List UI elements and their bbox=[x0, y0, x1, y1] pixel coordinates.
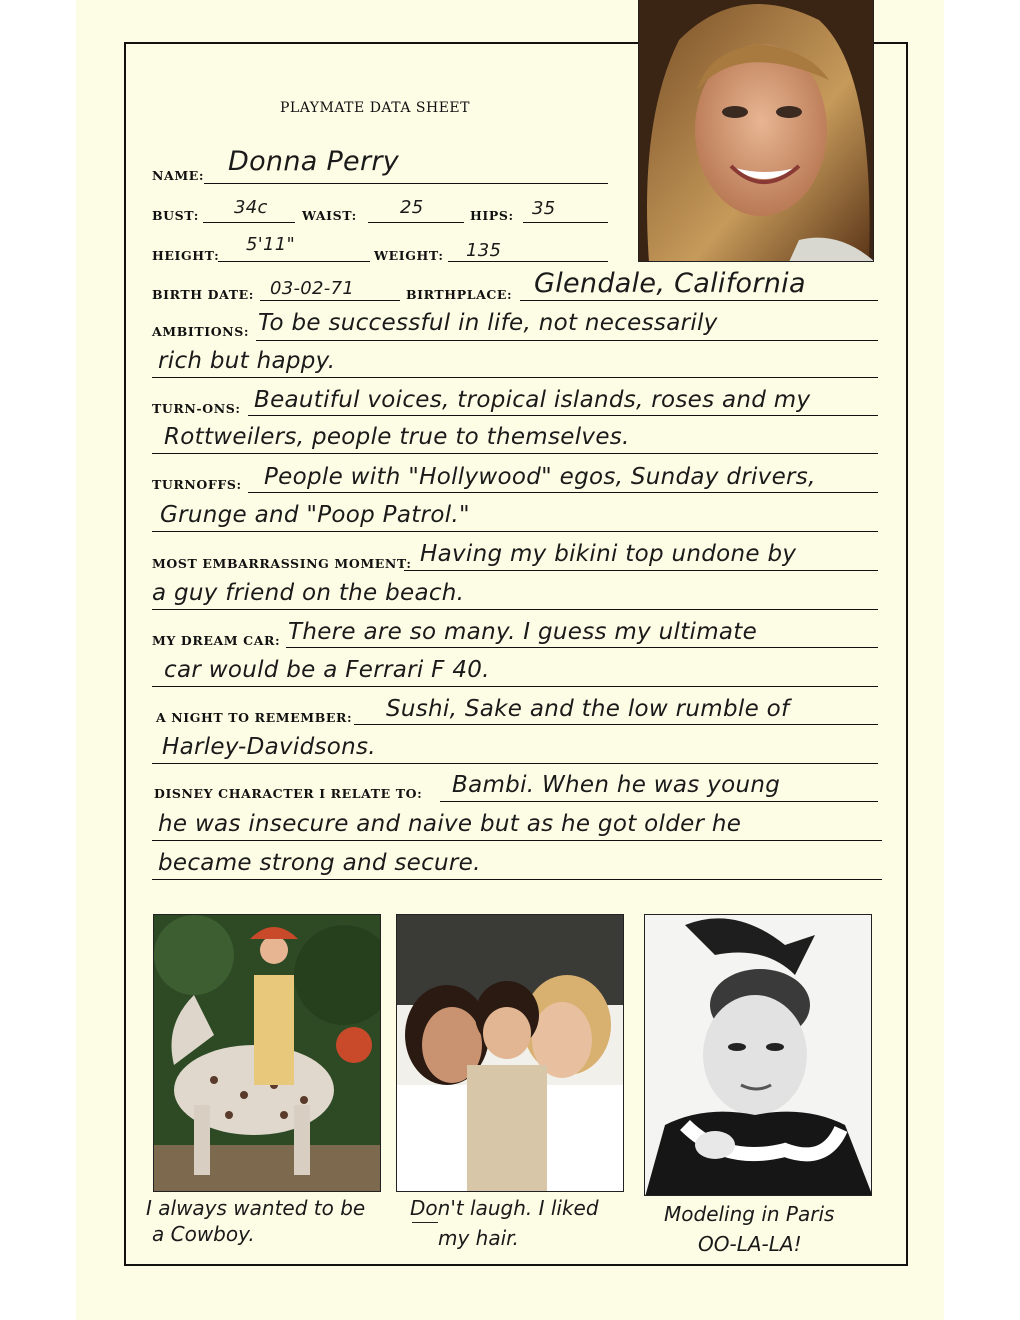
birth-date-label: BIRTH DATE: bbox=[152, 287, 254, 302]
paris-caption-1: Modeling in Paris bbox=[664, 1202, 835, 1226]
hair-photo bbox=[396, 914, 624, 1192]
embarrassing-line-1 bbox=[404, 570, 878, 571]
paris-caption-2: OO-LA-LA! bbox=[698, 1232, 802, 1256]
turn-ons-text-2: Rottweilers, people true to themselves. bbox=[164, 424, 630, 450]
turnoffs-text-1: People with "Hollywood" egos, Sunday drivers, bbox=[264, 464, 816, 490]
birthplace-label: BIRTHPLACE: bbox=[406, 287, 513, 302]
paris-illustration bbox=[645, 915, 872, 1196]
disney-line-2 bbox=[152, 840, 882, 841]
disney-text-2: he was insecure and naive but as he got older he bbox=[158, 811, 742, 837]
ambitions-text-1: To be successful in life, not necessarily bbox=[258, 310, 718, 336]
pony-caption-2: a Cowboy. bbox=[152, 1222, 255, 1246]
dont-underline bbox=[412, 1222, 438, 1223]
weight-value: 135 bbox=[466, 240, 502, 261]
family-illustration bbox=[397, 915, 624, 1192]
dream-car-label: MY DREAM CAR: bbox=[152, 633, 281, 648]
turnoffs-label: TURNOFFS: bbox=[152, 477, 242, 492]
portrait-illustration bbox=[639, 0, 874, 262]
ambitions-line-1 bbox=[256, 340, 878, 341]
sheet-title: PLAYMATE DATA SHEET bbox=[280, 100, 470, 116]
height-line bbox=[218, 261, 370, 262]
night-label: A NIGHT TO REMEMBER: bbox=[156, 710, 353, 725]
disney-text-1: Bambi. When he was young bbox=[452, 772, 781, 798]
embarrassing-line-2 bbox=[152, 609, 878, 610]
ambitions-line-2 bbox=[152, 377, 878, 378]
portrait-photo bbox=[638, 0, 874, 262]
dream-car-line-1 bbox=[286, 647, 878, 648]
hips-value: 35 bbox=[532, 198, 556, 219]
bust-value: 34c bbox=[234, 197, 268, 218]
hair-caption-1: Don't laugh. I liked bbox=[410, 1196, 599, 1220]
ambitions-label: AMBITIONS: bbox=[152, 324, 250, 339]
night-text-1: Sushi, Sake and the low rumble of bbox=[386, 696, 790, 722]
bust-line bbox=[203, 222, 295, 223]
paris-photo bbox=[644, 914, 872, 1196]
turnoffs-line-2 bbox=[152, 531, 878, 532]
disney-text-3: became strong and secure. bbox=[158, 850, 481, 876]
turnoffs-text-2: Grunge and "Poop Patrol." bbox=[160, 502, 470, 528]
turn-ons-label: TURN-ONS: bbox=[152, 401, 241, 416]
birth-date-value: 03-02-71 bbox=[270, 278, 355, 299]
embarrassing-label: MOST EMBARRASSING MOMENT: bbox=[152, 556, 412, 571]
turn-ons-line-2 bbox=[152, 453, 878, 454]
pony-caption-1: I always wanted to be bbox=[146, 1196, 366, 1220]
name-line bbox=[204, 183, 608, 184]
hips-line bbox=[523, 222, 608, 223]
disney-line-1 bbox=[440, 801, 878, 802]
name-label: NAME: bbox=[152, 168, 205, 183]
turnoffs-line-1 bbox=[248, 492, 878, 493]
embarrassing-text-1: Having my bikini top undone by bbox=[420, 541, 797, 567]
birth-date-line bbox=[260, 300, 400, 301]
ambitions-text-2: rich but happy. bbox=[158, 348, 336, 374]
childhood-pony-photo bbox=[153, 914, 381, 1192]
disney-line-3 bbox=[152, 879, 882, 880]
night-text-2: Harley-Davidsons. bbox=[162, 734, 376, 760]
dream-car-text-1: There are so many. I guess my ultimate bbox=[288, 619, 758, 645]
night-line-1 bbox=[354, 724, 878, 725]
turn-ons-text-1: Beautiful voices, tropical islands, roses and my bbox=[254, 387, 811, 413]
birthplace-line bbox=[520, 300, 878, 301]
embarrassing-text-2: a guy friend on the beach. bbox=[152, 580, 465, 606]
name-value: Donna Perry bbox=[228, 146, 400, 177]
pony-illustration bbox=[154, 915, 381, 1192]
waist-value: 25 bbox=[400, 197, 424, 218]
waist-line bbox=[368, 222, 464, 223]
disney-label: DISNEY CHARACTER I RELATE TO: bbox=[154, 786, 423, 801]
hair-caption-2: my hair. bbox=[438, 1226, 519, 1250]
birthplace-value: Glendale, California bbox=[534, 268, 806, 299]
height-value: 5'11" bbox=[246, 234, 296, 255]
hips-label: HIPS: bbox=[470, 208, 514, 223]
weight-line bbox=[448, 261, 608, 262]
weight-label: WEIGHT: bbox=[374, 248, 444, 263]
night-line-2 bbox=[152, 763, 878, 764]
bust-label: BUST: bbox=[152, 208, 199, 223]
turn-ons-line-1 bbox=[248, 415, 878, 416]
height-label: HEIGHT: bbox=[152, 248, 220, 263]
dream-car-line-2 bbox=[152, 686, 878, 687]
dream-car-text-2: car would be a Ferrari F 40. bbox=[164, 657, 490, 683]
waist-label: WAIST: bbox=[302, 208, 357, 223]
